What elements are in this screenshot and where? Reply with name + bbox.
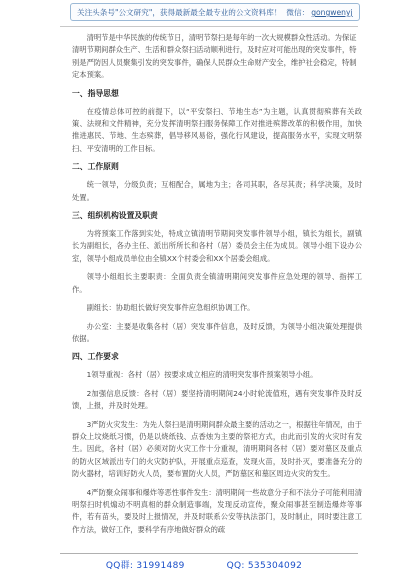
promo-banner-text: 关注头条号"公文研究"，获得最新最全最专业的公文资料库！: [77, 8, 282, 17]
section-paragraph: 为将预案工作落到实处，特成立镇清明节期间突发事件领导小组，镇长为组长，副镇长为副组长，各办主任、派出所所长和各村（居）委员会主任为成员。领导小组下设办公室，领导小组成员单位由全镇XX个村委会和XX个居委会组成。: [72, 229, 362, 263]
wechat-label: 微信：: [286, 8, 310, 17]
section-heading-organization: 三、组织机构设置及职责: [72, 211, 158, 221]
document-body: [72, 32, 362, 542]
section-paragraph: 副组长：协助组长做好突发事件应急组织协调工作。: [86, 303, 255, 313]
section-paragraph: 在疫情总体可控的前提下，以“平安祭扫、节地生态”为主题，认真贯彻殡葬有关政策、法规和文件精神，充分发挥清明祭扫服务保障工作对推进殡葬改革的积极作用，加快推进惠民、节地、生态殡葬，倡导移风易俗，强化行风建设，提高服务水平，实现文明祭扫、平安清明的工作目标。: [72, 106, 362, 153]
requirement-item: 1领导重视：各村（居）按要求成立相应的清明突发事件预案领导小组。: [86, 370, 318, 380]
section-paragraph: 办公室：主要是收集各村（居）突发事件信息，及时反馈，为领导小组决策处理提供依据。: [72, 321, 362, 343]
footer-divider: [60, 553, 358, 554]
section-paragraph: 领导小组组长主要职责：全面负责全镇清明期间突发事件应急处理的领导、指挥工作。: [72, 272, 362, 294]
intro-paragraph: 清明节是中华民族的传统节日，清明节祭扫是每年的一次大规模群众性活动。为保证清明节期间群众生产、生活和群众祭扫活动顺利进行，及时应对可能出现的突发事件，特别是严防因人员聚集引发的突发事件，确保人民群众生命财产安全，维护社会稳定，特制定本预案。: [72, 33, 357, 80]
requirement-item: 2加强信息反馈：各村（居）要坚持清明期间24小时轮流值班，遇有突发事件及时反馈，上报，并及时处理。: [72, 388, 362, 411]
section-heading-requirements: 四、工作要求: [72, 352, 119, 362]
qq-group-number: QQ群: 31991489: [105, 561, 185, 571]
section-heading-guiding-thought: 一、指导思想: [72, 88, 119, 98]
header-divider: [60, 26, 358, 27]
qq-number: QQ: 535304092: [226, 561, 303, 571]
requirement-item: 3严防火灾发生：为先人祭扫是清明期间群众最主要的活动之一，根据往年情况，由于群众上坟烧纸习惯，仍是以烧纸钱、点香烛为主要的祭祀方式，由此而引发的火灾时有发生。因此，各村（居）必须对防火灾工作十分重视，清明期间各村（居）要对墓区及重点的防火区域派出专门的火灾防护队，开展重点巡查，发现火苗，及时扑灭，要准备充分的防火器材，培训好防火人员，要布置防火人员，严防墓区和墓区周边火灾的发生。: [72, 419, 362, 479]
section-heading-principles: 二、工作原则: [72, 162, 119, 172]
footer-contact: [0, 558, 408, 571]
section-paragraph: 统一领导，分级负责；互相配合，属地为主；各司其职，各尽其责；科学决策，及时处置。: [72, 180, 362, 202]
wechat-id-link[interactable]: gongwenyj: [311, 8, 353, 17]
promo-banner[interactable]: [70, 3, 360, 21]
requirement-item: 4严防聚众闹事和爆炸等恶性事件发生：清明期间一些故意分子和不法分子可能利用清明祭扫时机煽动不明真相的群众制造事端，发现反动宣传，聚众闹事甚至制造爆炸等事件，若有苗头，要及时上报情况，并及时联系公安等执法部门，及时制止，同时要注意工作方法，做好工作，要科学有序地做好群众的疏: [72, 487, 362, 534]
